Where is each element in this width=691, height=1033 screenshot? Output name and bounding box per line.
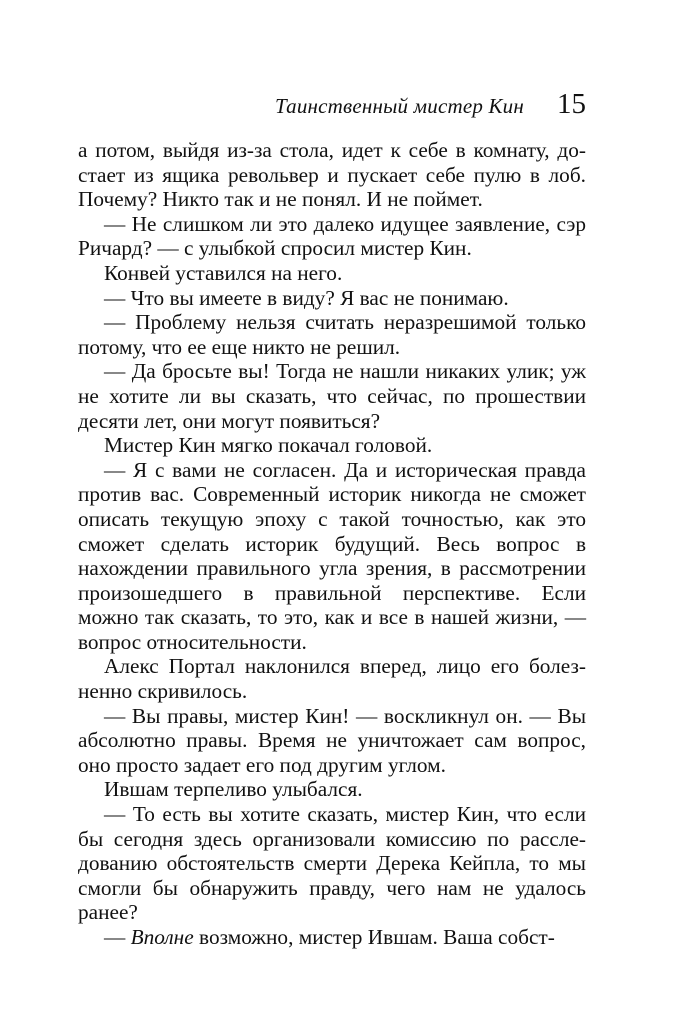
dialogue-dash: — — [104, 925, 131, 949]
paragraph: — Я с вами не согласен. Да и историческая правда против вас. Современный историк никогда не сможет описать текущую эпоху с такой точностью, как это сможет сделать историк будущий. Весь вопрос в нахождении правильного угла зрения, в рассмотрении произошедшего в правильной перспективе. Если можно так сказать, то это, как и все в нашей жизни, — вопрос относительности. — [78, 457, 586, 654]
page-header — [78, 90, 586, 126]
paragraph: Ившам терпеливо улыбался. — [104, 777, 363, 802]
paragraph: Мистер Кин мягко покачал головой. — [104, 433, 433, 458]
paragraph: — Вы правы, мистер Кин! — воскликнул он. — Вы абсолютно правы. Время не уничтожает сам вопрос, оно просто задает его под другим углом. — [78, 703, 586, 777]
paragraph: — Да бросьте вы! Тогда не нашли никаких улик; уж не хотите ли вы сказать, что сейчас, по прошествии десяти лет, они могут появиться? — [78, 359, 586, 433]
page-number: 15 — [557, 88, 586, 120]
paragraph: — Что вы имеете в виду? Я вас не понимаю. — [104, 285, 509, 310]
running-title: Таинственный мистер Кин — [275, 94, 524, 118]
paragraph: — Не слишком ли это далеко идущее заявление, сэр Ричард? — с улыбкой спросил мистер Кин. — [78, 211, 586, 261]
paragraph: — Проблему нельзя считать неразрешимой только потому, что ее еще никто не решил. — [78, 310, 586, 359]
paragraph: а потом, выйдя из-за стола, идет к себе в комнату, достает из ящика револьвер и пускает себе пулю в лоб. Почему? Никто так и не понял. И не поймет. — [78, 138, 586, 212]
emphasized-word: Вполне — [130, 925, 194, 949]
paragraph-last — [78, 925, 586, 950]
paragraph: — То есть вы хотите сказать, мистер Кин, что если бы сегодня здесь организовали комиссию по расследованию обстоятельств смерти Дерека Кейпла, то мы смогли бы обнаружить правду, чего нам не удалось ранее? — [78, 802, 586, 925]
paragraph: Алекс Портал наклонился вперед, лицо его болезненно скривилось. — [78, 654, 586, 704]
body-text — [78, 138, 586, 950]
paragraph: Конвей уставился на него. — [104, 260, 343, 285]
paragraph-text: возможно, мистер Ившам. Ваша собст- — [193, 925, 555, 949]
